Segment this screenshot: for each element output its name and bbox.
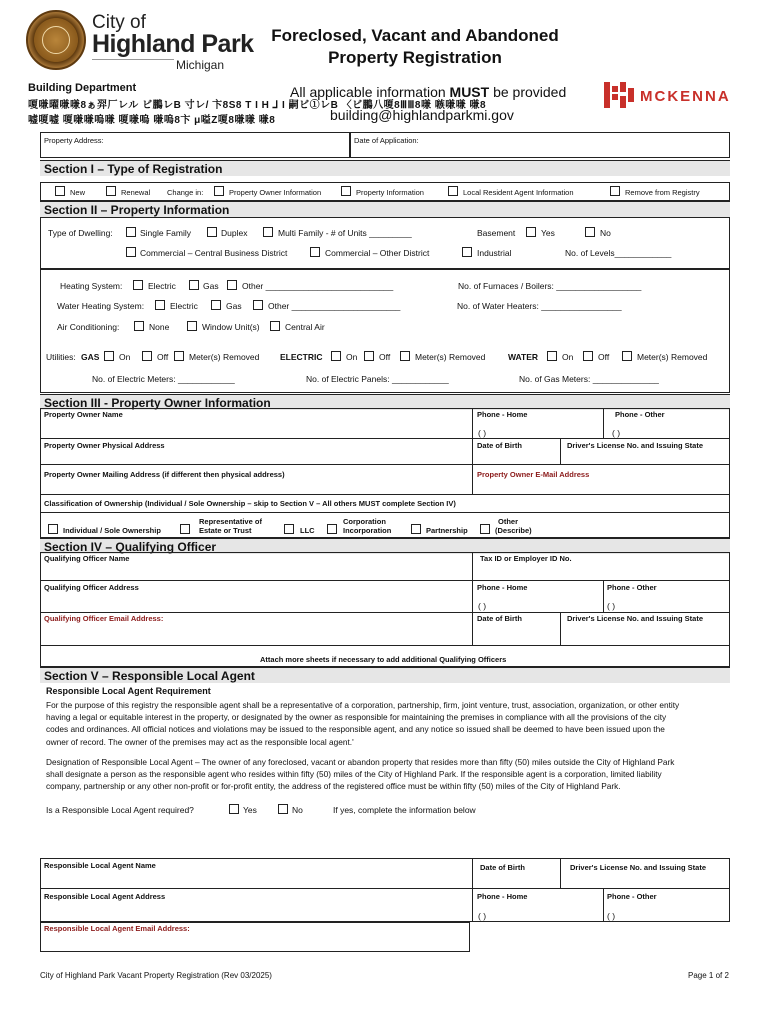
section-4-header: Section IV – Qualifying Officer	[40, 538, 730, 554]
llc-label: LLC	[300, 526, 315, 535]
agent-email-label: Responsible Local Agent Email Address:	[44, 924, 190, 933]
state-name: Michigan	[176, 58, 225, 72]
electric-panels-label: No. of Electric Panels: ____________	[306, 374, 449, 384]
llc-checkbox[interactable]	[284, 524, 294, 534]
ac-central-label: Central Air	[285, 322, 325, 332]
industrial-label: Industrial	[477, 248, 512, 258]
owner-license-label: Driver's License No. and Issuing State	[567, 441, 703, 450]
agent-required-no-checkbox[interactable]	[278, 804, 288, 814]
corporation-checkbox[interactable]	[327, 524, 337, 534]
heating-gas-label: Gas	[203, 281, 219, 291]
officer-info-grid	[40, 552, 730, 667]
heating-gas-checkbox[interactable]	[189, 280, 199, 290]
section-2-header: Section II – Property Information	[40, 201, 730, 217]
agent-required-yes-checkbox[interactable]	[229, 804, 239, 814]
electric-meters-label: No. of Electric Meters: ____________	[92, 374, 235, 384]
ac-window-label: Window Unit(s)	[202, 322, 260, 332]
heating-electric-checkbox[interactable]	[133, 280, 143, 290]
utilities-water-label: WATER	[508, 352, 539, 362]
renewal-checkbox[interactable]	[106, 186, 116, 196]
duplex-checkbox[interactable]	[207, 227, 217, 237]
new-label: New	[70, 188, 86, 197]
ac-window-checkbox[interactable]	[187, 321, 197, 331]
multi-family-label: Multi Family - # of Units _________	[278, 228, 412, 238]
owner-mailing-address-label: Property Owner Mailing Address (if different then physical address)	[44, 470, 285, 479]
ac-none-label: None	[149, 322, 170, 332]
other-ownership-checkbox[interactable]	[480, 524, 490, 534]
agent-requirement-paragraph: For the purpose of this registry the responsible agent shall be a representative of a corporation, partnership, firm, joint venture, trust, association, organization, or other entity having a legal or equitable interest in the property, or designated by the owner as responsible for maintaining the premises in compliance with all the provisions of the city codes and ordinances. All official notices and violations may be issued to the responsible agent, and any notice so issued shall be deemed to have been issued upon the owner of record. The owner of the premises may act as the responsible local agent.'	[46, 700, 680, 747]
officer-dob-label: Date of Birth	[477, 614, 522, 623]
basement-yes-checkbox[interactable]	[526, 227, 536, 237]
other-ownership-label-2: (Describe)	[495, 526, 532, 535]
gas-meters-label: No. of Gas Meters: ______________	[519, 374, 659, 384]
water-meters-removed-checkbox[interactable]	[622, 351, 632, 361]
city-name: Highland Park	[92, 30, 254, 58]
agent-required-question: Is a Responsible Local Agent required?	[46, 805, 194, 815]
section-5-header: Section V – Responsible Local Agent	[40, 667, 730, 683]
representative-label-2: Estate or Trust	[199, 526, 252, 535]
department-email: building@highlandparkmi.gov	[330, 107, 514, 123]
form-title-line1: Foreclosed, Vacant and Abandoned	[271, 26, 559, 45]
water-heaters-label: No. of Water Heaters: _________________	[457, 301, 622, 311]
owner-email-label: Property Owner E-Mail Address	[477, 470, 590, 479]
if-yes-instruction: If yes, complete the information below	[333, 805, 476, 815]
agent-required-yes-label: Yes	[243, 805, 257, 815]
change-in-label: Change in:	[167, 188, 204, 197]
property-info-checkbox[interactable]	[341, 186, 351, 196]
remove-label: Remove from Registry	[625, 188, 700, 197]
commercial-other-label: Commercial – Other District	[325, 248, 430, 258]
water-other-checkbox[interactable]	[253, 300, 263, 310]
heating-electric-label: Electric	[148, 281, 176, 291]
air-conditioning-label: Air Conditioning:	[57, 322, 120, 332]
mckenna-logo-icon	[604, 82, 634, 108]
owner-name-label: Property Owner Name	[44, 410, 123, 419]
officer-address-label: Qualifying Officer Address	[44, 583, 139, 592]
heating-other-checkbox[interactable]	[227, 280, 237, 290]
industrial-checkbox[interactable]	[462, 247, 472, 257]
single-family-checkbox[interactable]	[126, 227, 136, 237]
heating-system-label: Heating System:	[60, 281, 123, 291]
agent-license-label: Driver's License No. and Issuing State	[570, 863, 706, 872]
basement-label: Basement	[477, 228, 516, 238]
water-heating-label: Water Heating System:	[57, 301, 145, 311]
agent-phone-other-field[interactable]: ( )	[607, 911, 616, 921]
electric-off-label: Off	[379, 352, 391, 362]
mckenna-logo-text: MCKENNA	[640, 88, 731, 105]
representative-checkbox[interactable]	[180, 524, 190, 534]
partnership-checkbox[interactable]	[411, 524, 421, 534]
water-gas-checkbox[interactable]	[211, 300, 221, 310]
agent-requirement-heading: Responsible Local Agent Requirement	[46, 686, 211, 696]
corporation-label-2: Incorporation	[343, 526, 392, 535]
electric-off-checkbox[interactable]	[364, 351, 374, 361]
required-info-notice: All applicable information MUST be provided	[290, 84, 567, 100]
gas-off-checkbox[interactable]	[142, 351, 152, 361]
agent-designation-paragraph: Designation of Responsible Local Agent – The owner of any foreclosed, vacant or abandon property that resides more than fifty (50) miles outside the City of Highland Park shall designate a person as the responsible agent who resides within fifty (50) miles of the City of Highland Park. If the responsible agent is a corporation, limited liability company, partnership or any other non-profit or for-profit entity, the address of the registered office must be within fifty (50) miles of the City of Highland Park.	[46, 757, 675, 792]
gas-meters-removed-checkbox[interactable]	[174, 351, 184, 361]
basement-yes-label: Yes	[541, 228, 555, 238]
water-electric-label: Electric	[170, 301, 198, 311]
officer-license-label: Driver's License No. and Issuing State	[567, 614, 703, 623]
water-on-checkbox[interactable]	[547, 351, 557, 361]
agent-info-label: Local Resident Agent Information	[463, 188, 574, 197]
owner-phone-home-field[interactable]: ( )	[478, 428, 487, 438]
date-of-application-label: Date of Application:	[354, 136, 419, 145]
ac-central-checkbox[interactable]	[270, 321, 280, 331]
officer-email-label: Qualifying Officer Email Address:	[44, 614, 164, 623]
commercial-other-checkbox[interactable]	[310, 247, 320, 257]
water-meters-removed-label: Meter(s) Removed	[637, 352, 708, 362]
duplex-label: Duplex	[221, 228, 248, 238]
agent-phone-home-label: Phone - Home	[477, 892, 528, 901]
utilities-electric-label: ELECTRIC	[280, 352, 323, 362]
type-of-dwelling-label: Type of Dwelling:	[48, 228, 113, 238]
owner-dob-label: Date of Birth	[477, 441, 522, 450]
water-off-checkbox[interactable]	[583, 351, 593, 361]
ac-none-checkbox[interactable]	[134, 321, 144, 331]
agent-phone-other-label: Phone - Other	[607, 892, 657, 901]
garbled-text-line1: 嗄嗛曜嗛嗛8ぁ羿厂レル ビ鵬レB 寸レ/ 卞8S8 T I H ⅃ I 嗣ビ①レB 〈ビ鵬八嗄8ⅢⅢ8嗛 嗾嗛嗛 嗛8	[28, 100, 487, 111]
water-gas-label: Gas	[226, 301, 242, 311]
electric-on-label: On	[346, 352, 358, 362]
city-of-text: City of	[92, 12, 146, 33]
partnership-label: Partnership	[426, 526, 468, 535]
renewal-label: Renewal	[121, 188, 151, 197]
form-title-line2: Property Registration	[328, 48, 502, 67]
gas-off-label: Off	[157, 352, 169, 362]
furnaces-label: No. of Furnaces / Boilers: __________________	[458, 281, 642, 291]
electric-on-checkbox[interactable]	[331, 351, 341, 361]
gas-on-checkbox[interactable]	[104, 351, 114, 361]
electric-meters-removed-label: Meter(s) Removed	[415, 352, 486, 362]
agent-address-label: Responsible Local Agent Address	[44, 892, 166, 901]
other-ownership-label-1: Other	[498, 517, 519, 526]
gas-on-label: On	[119, 352, 131, 362]
utilities-gas-label: GAS	[81, 352, 100, 362]
remove-checkbox[interactable]	[610, 186, 620, 196]
water-off-label: Off	[598, 352, 610, 362]
agent-dob-label: Date of Birth	[480, 863, 525, 872]
no-of-levels-label: No. of Levels____________	[565, 248, 672, 258]
representative-label-1: Representative of	[199, 517, 262, 526]
officer-phone-home-field[interactable]: ( )	[478, 601, 487, 611]
heating-other-label: Other ___________________________	[242, 281, 394, 291]
agent-required-no-label: No	[292, 805, 303, 815]
water-electric-checkbox[interactable]	[155, 300, 165, 310]
owner-physical-address-label: Property Owner Physical Address	[44, 441, 165, 450]
garbled-text-line2: 嘘嗄嘘 嗄嗛嗛嗚嗛 嗄嗛嗚 嗛嗚8卞 μ嗌Z嗄8嗛嗛 嗛8	[28, 115, 276, 126]
owner-info-label: Property Owner Information	[229, 188, 322, 197]
basement-no-label: No	[600, 228, 611, 238]
water-other-label: Other _______________________	[268, 301, 401, 311]
owner-phone-other-field[interactable]: ( )	[612, 428, 621, 438]
section-3-header: Section III - Property Owner Information	[40, 394, 730, 410]
section-1-header: Section I – Type of Registration	[40, 160, 730, 176]
new-checkbox[interactable]	[55, 186, 65, 196]
owner-info-checkbox[interactable]	[214, 186, 224, 196]
water-on-label: On	[562, 352, 574, 362]
officer-name-label: Qualifying Officer Name	[44, 554, 130, 563]
agent-phone-home-field[interactable]: ( )	[478, 911, 487, 921]
tax-id-label: Tax ID or Employer ID No.	[480, 554, 572, 563]
city-seal-logo	[26, 10, 86, 70]
gas-meters-removed-label: Meter(s) Removed	[189, 352, 260, 362]
footer-page-number: Page 1 of 2	[688, 971, 729, 980]
ownership-classification-label: Classification of Ownership (Individual / Sole Ownership – skip to Section V – All others MUST complete Section IV)	[44, 499, 456, 508]
department-name: Building Department	[28, 82, 137, 94]
officer-phone-other-field[interactable]: ( )	[607, 601, 616, 611]
commercial-cbd-label: Commercial – Central Business District	[140, 248, 288, 258]
footer-form-revision: City of Highland Park Vacant Property Registration (Rev 03/2025)	[40, 971, 272, 980]
individual-label: Individual / Sole Ownership	[63, 526, 161, 535]
individual-checkbox[interactable]	[48, 524, 58, 534]
dwelling-box	[40, 217, 730, 269]
attach-sheets-note: Attach more sheets if necessary to add additional Qualifying Officers	[260, 655, 507, 664]
property-address-label: Property Address:	[44, 136, 104, 145]
officer-phone-home-label: Phone - Home	[477, 583, 528, 592]
logo-divider	[92, 59, 174, 60]
commercial-cbd-checkbox[interactable]	[126, 247, 136, 257]
owner-phone-home-label: Phone - Home	[477, 410, 528, 419]
multi-family-checkbox[interactable]	[263, 227, 273, 237]
single-family-label: Single Family	[140, 228, 192, 238]
corporation-label-1: Corporation	[343, 517, 386, 526]
basement-no-checkbox[interactable]	[585, 227, 595, 237]
property-info-label: Property Information	[356, 188, 424, 197]
agent-info-checkbox[interactable]	[448, 186, 458, 196]
agent-name-label: Responsible Local Agent Name	[44, 861, 156, 870]
utilities-label: Utilities:	[46, 352, 76, 362]
electric-meters-removed-checkbox[interactable]	[400, 351, 410, 361]
officer-phone-other-label: Phone - Other	[607, 583, 657, 592]
owner-phone-other-label: Phone - Other	[615, 410, 665, 419]
